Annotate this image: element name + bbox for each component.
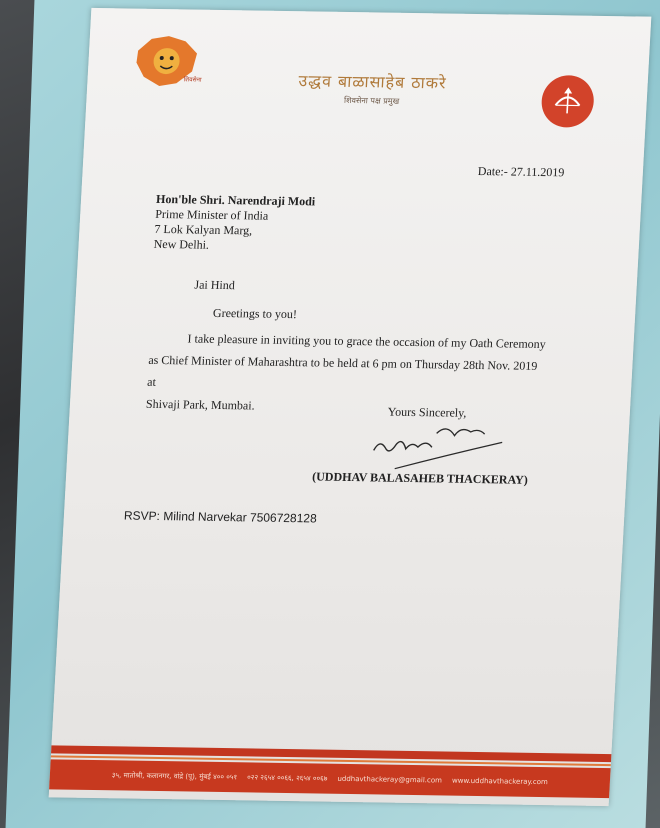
footer-email: uddhavthackeray@gmail.com [337, 774, 443, 785]
addressee-street: 7 Lok Kalyan Marg, [154, 221, 253, 238]
handwritten-signature [365, 410, 508, 472]
letterhead-subtitle: शिवसेना पक्ष प्रमुख [343, 95, 400, 106]
addressee-block [153, 192, 315, 254]
signatory-name: (UDDHAV BALASAHEB THACKERAY) [311, 469, 529, 487]
letter-date: Date:- 27.11.2019 [477, 163, 565, 180]
letterhead-title: उद्धव बाळासाहेब ठाकरे [298, 71, 448, 93]
tiger-map-logo-icon [131, 31, 204, 94]
letter-body [145, 327, 550, 421]
body-line-2: as Chief Minister of Maharashtra to be held at 6 pm on Thursday 28th Nov. 2019 at [146, 352, 538, 389]
addressee-title: Prime Minister of India [154, 206, 269, 223]
body-line-1: I take pleasure in inviting you to grace the occasion of my Oath Ceremony [187, 331, 547, 352]
greeting: Greetings to you! [212, 305, 298, 322]
footer-phone: ०२२ २६५४ ००६६, २६५४ ००६७ [246, 772, 328, 783]
footer-address: ३५, मातोश्री, कलानगर, वांद्रे (पू), मुंबई ४०० ०५१ [111, 770, 238, 781]
closing: Yours Sincerely, [387, 404, 467, 420]
footer-band [49, 759, 611, 798]
bow-and-arrow-icon [540, 75, 595, 128]
rsvp-line: RSVP: Milind Narvekar 7506728128 [123, 508, 318, 526]
footer-website: www.uddhavthackeray.com [451, 776, 549, 787]
party-emblem [540, 75, 595, 128]
logo-label: शिवसेना [183, 76, 202, 84]
salutation: Jai Hind [194, 277, 236, 293]
letter-page [49, 8, 652, 806]
addressee-name: Hon'ble Shri. Narendraji Modi [155, 191, 316, 209]
addressee-city: New Delhi. [153, 236, 210, 252]
body-line-3: Shivaji Park, Mumbai. [145, 396, 256, 413]
